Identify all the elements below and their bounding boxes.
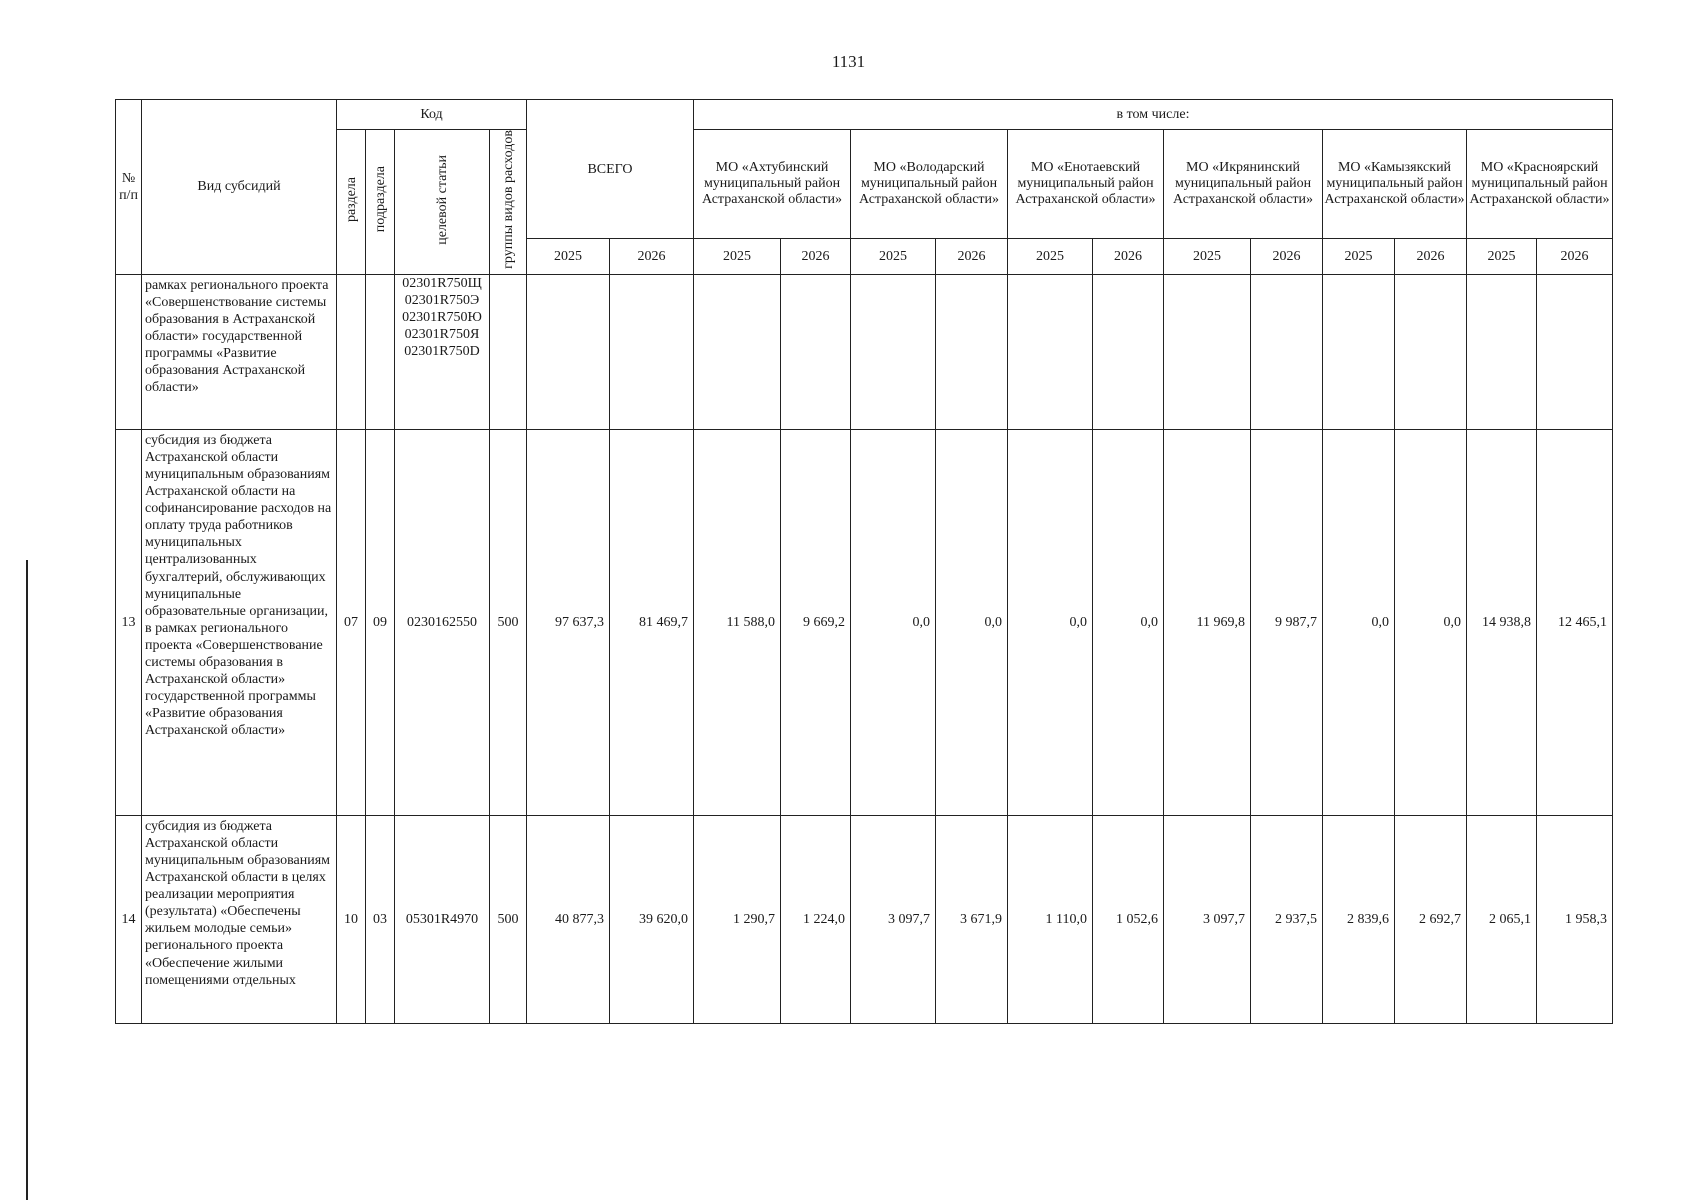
- row-num: 13: [116, 429, 142, 815]
- row-target-article: 0230162550: [395, 429, 490, 815]
- row-amount: [1251, 274, 1323, 429]
- table-row: [116, 274, 1613, 429]
- header-mo-kamyzyaksky: МО «Камызякский муниципальный район Астраханской области»: [1323, 130, 1467, 239]
- row-subsidy-name: субсидия из бюджета Астраханской области муниципальным образованиям Астраханской области в целях реализации мероприятия (результата) «Обеспечены жильем молодые семьи» регионального проекта «Обеспечение жилыми помещениями отдельных: [142, 815, 337, 1023]
- row-amount: 81 469,7: [610, 429, 694, 815]
- header-name-label: Вид субсидий: [197, 179, 281, 195]
- header-code-subsection: подраздела: [366, 130, 395, 275]
- row-expense-group: 500: [490, 429, 527, 815]
- row-amount: 3 671,9: [936, 815, 1008, 1023]
- header-code-section: раздела: [337, 130, 366, 275]
- year-mo5-2026: 2026: [1395, 239, 1467, 275]
- row-section: 10: [337, 815, 366, 1023]
- header-mo-volodarsky: МО «Володарский муниципальный район Астраханской области»: [851, 130, 1008, 239]
- header-mo-krasnoyarsky: МО «Красноярский муниципальный район Астраханской области»: [1467, 130, 1613, 239]
- year-mo1-2025: 2025: [694, 239, 781, 275]
- row-subsection: 03: [366, 815, 395, 1023]
- row-amount: [1537, 274, 1613, 429]
- row-expense-group: [490, 274, 527, 429]
- row-amount: 39 620,0: [610, 815, 694, 1023]
- year-mo5-2025: 2025: [1323, 239, 1395, 275]
- row-amount: 1 290,7: [694, 815, 781, 1023]
- row-amount: 1 958,3: [1537, 815, 1613, 1023]
- row-amount: [781, 274, 851, 429]
- table-body: [116, 274, 1613, 1023]
- year-total-2026: 2026: [610, 239, 694, 275]
- header-mo-akhtubinsky: МО «Ахтубинский муниципальный район Астраханской области»: [694, 130, 851, 239]
- row-subsidy-name: рамках регионального проекта «Совершенствование системы образования в Астраханской области» государственной программы «Развитие образования Астраханской области»: [142, 274, 337, 429]
- table-row: [116, 429, 1613, 815]
- row-subsidy-name: субсидия из бюджета Астраханской области муниципальным образованиям Астраханской области на софинансирование расходов на оплату труда работников муниципальных централизованных бухгалтерий, обслуживающих муниципальные образовательные организации, в рамках регионального проекта «Совершенствование системы образования в Астраханской области» государственной программы «Развитие образования Астраханской области»: [142, 429, 337, 815]
- row-expense-group: 500: [490, 815, 527, 1023]
- row-num: 14: [116, 815, 142, 1023]
- row-amount: 1 224,0: [781, 815, 851, 1023]
- row-amount: 3 097,7: [1164, 815, 1251, 1023]
- row-subsection: [366, 274, 395, 429]
- year-mo4-2026: 2026: [1251, 239, 1323, 275]
- header-code: Код: [337, 100, 527, 130]
- row-amount: [936, 274, 1008, 429]
- row-amount: 1 052,6: [1093, 815, 1164, 1023]
- row-amount: 12 465,1: [1537, 429, 1613, 815]
- row-amount: [1164, 274, 1251, 429]
- row-amount: 14 938,8: [1467, 429, 1537, 815]
- year-mo6-2025: 2025: [1467, 239, 1537, 275]
- year-mo4-2025: 2025: [1164, 239, 1251, 275]
- row-amount: 11 969,8: [1164, 429, 1251, 815]
- row-amount: 97 637,3: [527, 429, 610, 815]
- year-mo2-2025: 2025: [851, 239, 936, 275]
- row-amount: 0,0: [936, 429, 1008, 815]
- row-amount: 1 110,0: [1008, 815, 1093, 1023]
- year-mo3-2026: 2026: [1093, 239, 1164, 275]
- subsidies-table: [115, 99, 1613, 1024]
- table-row: [116, 815, 1613, 1023]
- row-amount: [1093, 274, 1164, 429]
- row-target-article: 05301R4970: [395, 815, 490, 1023]
- row-num: [116, 274, 142, 429]
- header-code-group: группы видов расходов: [490, 130, 527, 275]
- row-amount: 9 987,7: [1251, 429, 1323, 815]
- header-mo-enotaevsky: МО «Енотаевский муниципальный район Астраханской области»: [1008, 130, 1164, 239]
- year-mo2-2026: 2026: [936, 239, 1008, 275]
- row-amount: 0,0: [1093, 429, 1164, 815]
- page-number: 1131: [831, 52, 866, 71]
- row-amount: 2 839,6: [1323, 815, 1395, 1023]
- row-amount: [851, 274, 936, 429]
- row-amount: [1323, 274, 1395, 429]
- row-amount: 2 065,1: [1467, 815, 1537, 1023]
- header-num: [116, 100, 142, 275]
- header-code-target: целевой статьи: [395, 130, 490, 275]
- row-amount: 0,0: [1323, 429, 1395, 815]
- row-amount: 3 097,7: [851, 815, 936, 1023]
- row-amount: [527, 274, 610, 429]
- row-amount: [1008, 274, 1093, 429]
- header-mo-ikryaninsky: МО «Икрянинский муниципальный район Астраханской области»: [1164, 130, 1323, 239]
- row-amount: 0,0: [1395, 429, 1467, 815]
- row-section: [337, 274, 366, 429]
- row-amount: [1395, 274, 1467, 429]
- row-amount: [610, 274, 694, 429]
- header-total: ВСЕГО: [527, 100, 694, 239]
- year-mo6-2026: 2026: [1537, 239, 1613, 275]
- header-num-label: № п/п: [119, 170, 138, 203]
- row-amount: 0,0: [851, 429, 936, 815]
- row-amount: 40 877,3: [527, 815, 610, 1023]
- year-total-2025: 2025: [527, 239, 610, 275]
- header-including: в том числе:: [694, 100, 1613, 130]
- row-amount: 11 588,0: [694, 429, 781, 815]
- row-amount: 9 669,2: [781, 429, 851, 815]
- row-target-article: 02301R750Щ 02301R750Э 02301R750Ю 02301R750Я 02301R750D: [395, 274, 490, 429]
- row-subsection: 09: [366, 429, 395, 815]
- year-mo3-2025: 2025: [1008, 239, 1093, 275]
- row-amount: [694, 274, 781, 429]
- row-amount: 0,0: [1008, 429, 1093, 815]
- year-mo1-2026: 2026: [781, 239, 851, 275]
- row-amount: [1467, 274, 1537, 429]
- row-section: 07: [337, 429, 366, 815]
- header-name: [142, 100, 337, 275]
- scan-edge-line: [26, 560, 28, 1200]
- row-amount: 2 937,5: [1251, 815, 1323, 1023]
- row-amount: 2 692,7: [1395, 815, 1467, 1023]
